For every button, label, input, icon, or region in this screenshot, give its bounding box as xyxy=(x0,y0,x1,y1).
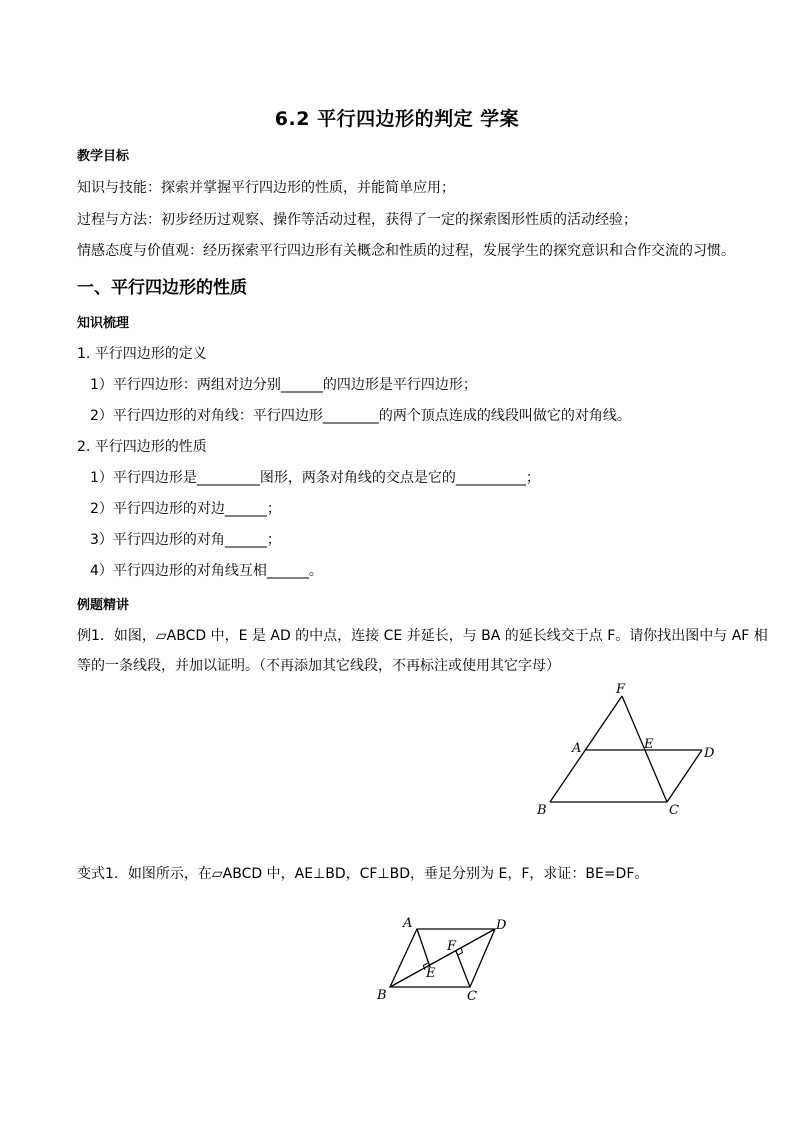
section-heading: 一、平行四边形的性质 xyxy=(77,278,247,298)
diagonal-BD xyxy=(390,929,495,987)
item-definition-2: 2）平行四边形的对角线：平行四边形________的两个顶点连成的线段叫做它的对角线。 xyxy=(90,408,631,424)
item-property-1: 1）平行四边形是_________图形，两条对角线的交点是它的__________； xyxy=(90,470,540,486)
item-properties: 2. 平行四边形的性质 xyxy=(77,439,207,455)
goal-knowledge: 知识与技能：探索并掌握平行四边形的性质，并能简单应用； xyxy=(77,180,455,196)
label-B: B xyxy=(537,803,547,818)
segment-CF xyxy=(456,951,470,987)
label-F: F xyxy=(447,939,457,954)
line-FB xyxy=(550,696,622,802)
examples-heading: 例题精讲 xyxy=(77,598,130,613)
item-property-2: 2）平行四边形的对边______； xyxy=(90,501,281,517)
item-property-4: 4）平行四边形的对角线互相______。 xyxy=(90,563,323,579)
example1-line2: 等的一条线段，并加以证明。（不再添加其它线段，不再标注或使用其它字母） xyxy=(77,658,560,674)
example1-line1: 例1．如图，▱ABCD 中，E 是 AD 的中点，连接 CE 并延长，与 BA 的延长线交于点 F。请你找出图中与 AF 相 xyxy=(77,628,768,644)
item-property-3: 3）平行四边形的对角______； xyxy=(90,532,281,548)
goal-process: 过程与方法：初步经历过观察、操作等活动过程，获得了一定的探索图形性质的活动经验； xyxy=(77,212,637,228)
label-E: E xyxy=(426,966,436,981)
goal-attitude: 情感态度与价值观：经历探索平行四边形有关概念和性质的过程，发展学生的探究意识和合作交流的习惯。 xyxy=(77,243,735,259)
line-DC xyxy=(667,750,702,802)
label-A: A xyxy=(572,741,582,756)
variant1-text: 变式1．如图所示，在▱ABCD 中，AE⊥BD，CF⊥BD，垂足分别为 E，F，求证：BE=DF。 xyxy=(77,866,649,882)
label-C: C xyxy=(669,803,679,818)
page-title: 6.2 平行四边形的判定 学案 xyxy=(274,108,520,130)
label-B: B xyxy=(377,988,387,1003)
label-D: D xyxy=(704,746,715,761)
item-definition: 1. 平行四边形的定义 xyxy=(77,346,207,362)
figure-example1 xyxy=(530,680,730,820)
figure-variant1 xyxy=(370,912,520,1007)
segment-AE xyxy=(417,929,430,967)
label-E: E xyxy=(644,737,654,752)
item-definition-1: 1）平行四边形：两组对边分别______的四边形是平行四边形； xyxy=(90,377,477,393)
label-A: A xyxy=(403,916,413,931)
goals-heading: 教学目标 xyxy=(77,149,130,164)
knowledge-heading: 知识梳理 xyxy=(77,316,130,331)
label-D: D xyxy=(496,918,507,933)
label-C: C xyxy=(467,989,477,1004)
label-F: F xyxy=(616,682,626,697)
